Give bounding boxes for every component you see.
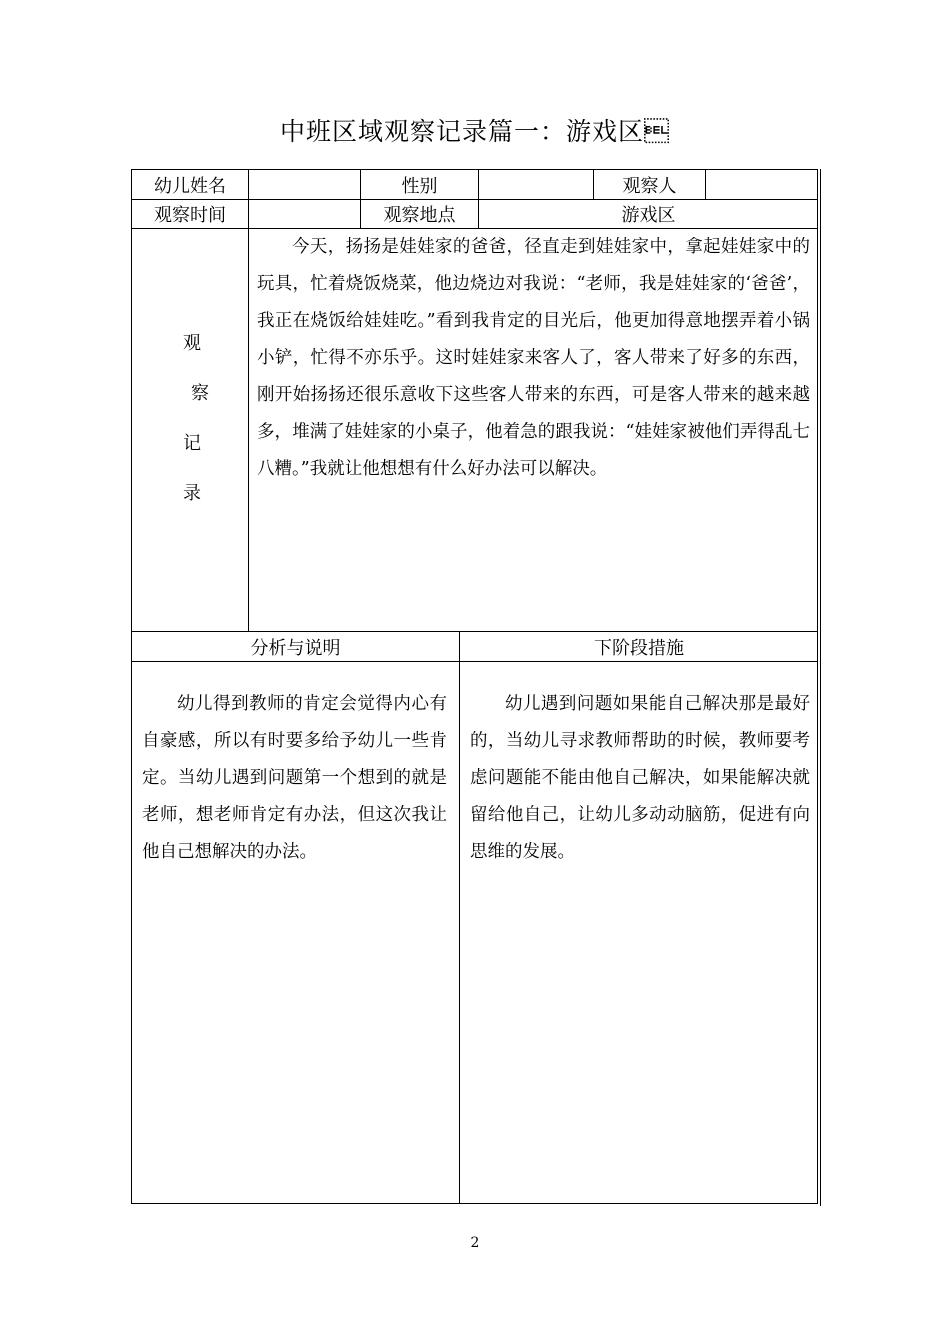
observation-time-value[interactable] bbox=[249, 200, 361, 228]
analysis-text: 幼儿得到教师的肯定会觉得内心有自豪感，所以有时要多给予幼儿一些肯定。当幼儿遇到问题第一个想到的就是老师，想老师肯定有办法，但这次我让他自己想解决的办法。 bbox=[142, 694, 447, 862]
observation-record-text: 今天，扬扬是娃娃家的爸爸，径直走到娃娃家中，拿起娃娃家中的玩具，忙着烧饭烧菜，他边烧边对我说：“老师，我是娃娃家的‘爸爸’，我正在烧饭给娃娃吃。”看到我肯定的目光后，他更加得意地摆弄着小锅小铲，忙得不亦乐乎。这时娃娃家来客人了，客人带来了好多的东西，刚开始扬扬还很乐意收下这些客人带来的东西，可是客人带来的越来越多，堆满了娃娃家的小桌子，他着急的跟我说：“娃娃家被他们弄得乱七八糟。”我就让他想想有什么好办法可以解决。 bbox=[257, 237, 810, 479]
observation-time-label: 观察时间 bbox=[132, 200, 249, 228]
gender-label: 性别 bbox=[361, 170, 479, 199]
gender-value[interactable] bbox=[479, 170, 594, 199]
page-number: 2 bbox=[470, 1235, 480, 1251]
observation-record-body bbox=[257, 229, 810, 488]
label-char: 记 bbox=[183, 433, 201, 454]
analysis-heading: 分析与说明 bbox=[132, 632, 460, 661]
observation-record-label bbox=[132, 229, 249, 631]
observation-location-value: 游戏区 bbox=[621, 205, 676, 226]
child-name-value[interactable] bbox=[249, 170, 361, 199]
label-char: 录 bbox=[183, 483, 201, 504]
next-steps-text: 幼儿遇到问题如果能自己解决那是最好的，当幼儿寻求教师帮助的时候，教师要考虑问题能不能由他自己解决，如果能解决就留给他自己，让幼儿多动动脑筋，促进有向思维的发展。 bbox=[470, 694, 810, 862]
child-name-label: 幼儿姓名 bbox=[132, 170, 249, 199]
observer-label: 观察人 bbox=[594, 170, 706, 199]
observer-value[interactable] bbox=[706, 170, 818, 199]
next-steps-cell bbox=[460, 662, 818, 1203]
next-steps-heading: 下阶段措施 bbox=[594, 637, 684, 659]
header-row-2 bbox=[132, 200, 817, 228]
label-char: 察 bbox=[191, 383, 209, 404]
analysis-cell bbox=[132, 662, 460, 1203]
observation-record-table bbox=[131, 169, 818, 1204]
header-row-1 bbox=[132, 170, 817, 199]
observation-record-row bbox=[132, 229, 817, 631]
observation-location-label: 观察地点 bbox=[361, 200, 479, 228]
label-char: 观 bbox=[183, 333, 201, 354]
analysis-heading-row bbox=[132, 632, 817, 661]
analysis-content-row bbox=[132, 662, 817, 1203]
page-title: 中班区域观察记录篇一：游戏区 bbox=[279, 117, 670, 146]
